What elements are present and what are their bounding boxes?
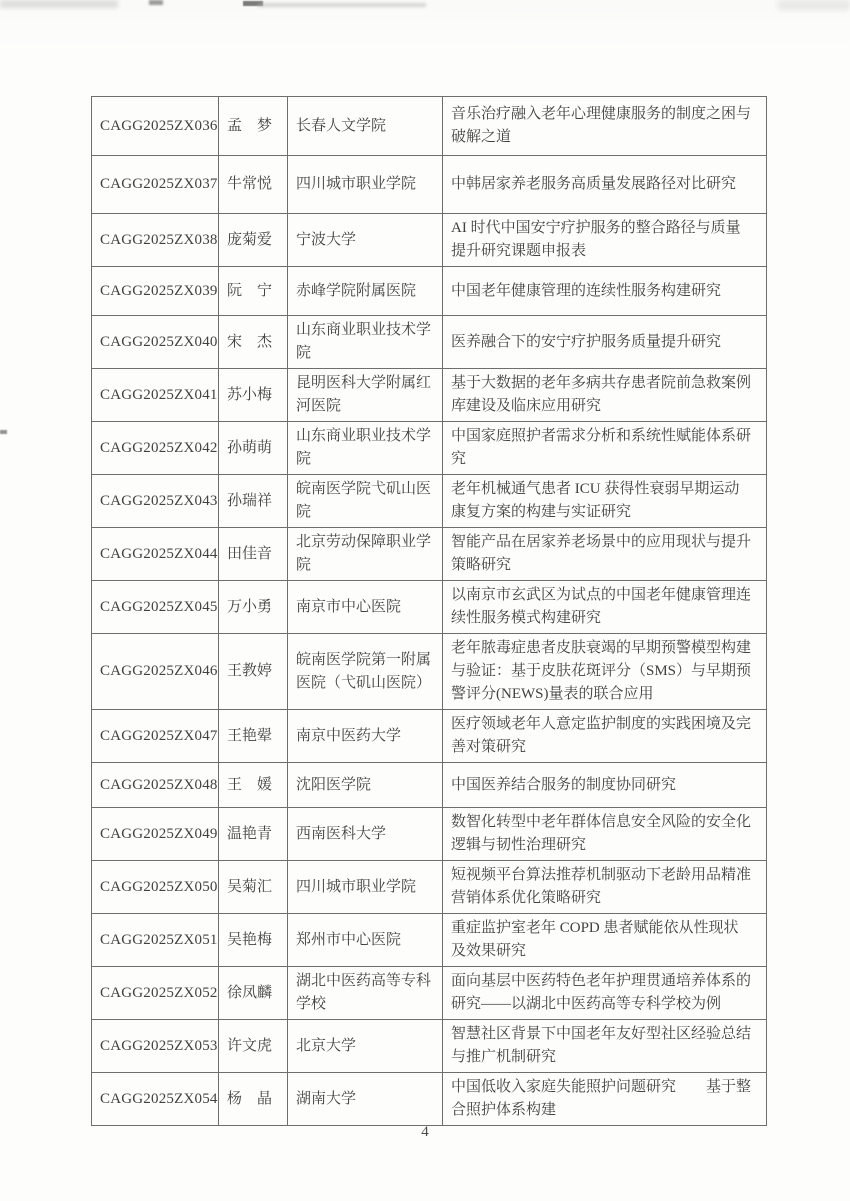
project-title-cell: 智能产品在居家养老场景中的应用现状与提升策略研究 bbox=[443, 528, 767, 581]
institution-cell: 山东商业职业技术学院 bbox=[288, 316, 443, 369]
institution-cell: 长春人文学院 bbox=[288, 97, 443, 156]
table-row bbox=[92, 156, 767, 214]
project-title-cell: 中国家庭照护者需求分析和系统性赋能体系研究 bbox=[443, 422, 767, 475]
table-row bbox=[92, 861, 767, 914]
project-id-cell: CAGG2025ZX041 bbox=[92, 369, 219, 422]
project-title-cell: 中国老年健康管理的连续性服务构建研究 bbox=[443, 267, 767, 316]
institution-cell: 郑州市中心医院 bbox=[288, 914, 443, 967]
scan-artifact bbox=[0, 430, 7, 434]
project-id-cell: CAGG2025ZX044 bbox=[92, 528, 219, 581]
project-title-cell: 以南京市玄武区为试点的中国老年健康管理连续性服务模式构建研究 bbox=[443, 581, 767, 634]
applicant-name-cell: 阮 宁 bbox=[219, 267, 288, 316]
table-row bbox=[92, 528, 767, 581]
table-row bbox=[92, 808, 767, 861]
table-row bbox=[92, 1020, 767, 1073]
applicant-name-cell: 王教婷 bbox=[219, 634, 288, 710]
applicant-name-cell: 吴菊汇 bbox=[219, 861, 288, 914]
project-id-cell: CAGG2025ZX047 bbox=[92, 710, 219, 763]
institution-cell: 北京劳动保障职业学院 bbox=[288, 528, 443, 581]
table-row bbox=[92, 763, 767, 808]
scan-artifact bbox=[243, 1, 263, 6]
institution-cell: 北京大学 bbox=[288, 1020, 443, 1073]
project-id-cell: CAGG2025ZX051 bbox=[92, 914, 219, 967]
project-id-cell: CAGG2025ZX043 bbox=[92, 475, 219, 528]
project-title-cell: 老年机械通气患者 ICU 获得性衰弱早期运动康复方案的构建与实证研究 bbox=[443, 475, 767, 528]
table-row bbox=[92, 475, 767, 528]
table-row bbox=[92, 267, 767, 316]
project-title-cell: 音乐治疗融入老年心理健康服务的制度之困与破解之道 bbox=[443, 97, 767, 156]
project-id-cell: CAGG2025ZX036 bbox=[92, 97, 219, 156]
applicant-name-cell: 万小勇 bbox=[219, 581, 288, 634]
project-id-cell: CAGG2025ZX038 bbox=[92, 214, 219, 267]
project-title-cell: AI 时代中国安宁疗护服务的整合路径与质量提升研究课题申报表 bbox=[443, 214, 767, 267]
project-id-cell: CAGG2025ZX049 bbox=[92, 808, 219, 861]
project-id-cell: CAGG2025ZX046 bbox=[92, 634, 219, 710]
table-row bbox=[92, 967, 767, 1020]
project-title-cell: 数智化转型中老年群体信息安全风险的安全化逻辑与韧性治理研究 bbox=[443, 808, 767, 861]
applicant-name-cell: 许文虎 bbox=[219, 1020, 288, 1073]
institution-cell: 皖南医学院第一附属医院（弋矶山医院） bbox=[288, 634, 443, 710]
project-id-cell: CAGG2025ZX054 bbox=[92, 1073, 219, 1126]
project-title-cell: 医养融合下的安宁疗护服务质量提升研究 bbox=[443, 316, 767, 369]
project-id-cell: CAGG2025ZX048 bbox=[92, 763, 219, 808]
applicant-name-cell: 孟 梦 bbox=[219, 97, 288, 156]
applicant-name-cell: 徐凤麟 bbox=[219, 967, 288, 1020]
project-title-cell: 医疗领域老年人意定监护制度的实践困境及完善对策研究 bbox=[443, 710, 767, 763]
institution-cell: 昆明医科大学附属红河医院 bbox=[288, 369, 443, 422]
institution-cell: 湖南大学 bbox=[288, 1073, 443, 1126]
project-id-cell: CAGG2025ZX040 bbox=[92, 316, 219, 369]
project-title-cell: 中国医养结合服务的制度协同研究 bbox=[443, 763, 767, 808]
institution-cell: 赤峰学院附属医院 bbox=[288, 267, 443, 316]
project-title-cell: 中国低收入家庭失能照护问题研究 基于整合照护体系构建 bbox=[443, 1073, 767, 1126]
project-id-cell: CAGG2025ZX045 bbox=[92, 581, 219, 634]
table-row bbox=[92, 422, 767, 475]
institution-cell: 山东商业职业技术学院 bbox=[288, 422, 443, 475]
project-id-cell: CAGG2025ZX042 bbox=[92, 422, 219, 475]
scan-artifact bbox=[0, 0, 118, 8]
project-id-cell: CAGG2025ZX037 bbox=[92, 156, 219, 214]
scan-artifact bbox=[778, 0, 850, 10]
applicant-name-cell: 杨 晶 bbox=[219, 1073, 288, 1126]
applicant-name-cell: 王艳翚 bbox=[219, 710, 288, 763]
project-id-cell: CAGG2025ZX050 bbox=[92, 861, 219, 914]
table-row bbox=[92, 97, 767, 156]
project-title-cell: 基于大数据的老年多病共存患者院前急救案例库建设及临床应用研究 bbox=[443, 369, 767, 422]
projects-table-body bbox=[92, 97, 767, 1126]
applicant-name-cell: 孙瑞祥 bbox=[219, 475, 288, 528]
institution-cell: 南京中医药大学 bbox=[288, 710, 443, 763]
table-row bbox=[92, 369, 767, 422]
applicant-name-cell: 牛常悦 bbox=[219, 156, 288, 214]
applicant-name-cell: 庞菊爱 bbox=[219, 214, 288, 267]
institution-cell: 南京市中心医院 bbox=[288, 581, 443, 634]
applicant-name-cell: 温艳青 bbox=[219, 808, 288, 861]
institution-cell: 皖南医学院弋矶山医院 bbox=[288, 475, 443, 528]
institution-cell: 沈阳医学院 bbox=[288, 763, 443, 808]
project-title-cell: 智慧社区背景下中国老年友好型社区经验总结与推广机制研究 bbox=[443, 1020, 767, 1073]
applicant-name-cell: 吴艳梅 bbox=[219, 914, 288, 967]
applicant-name-cell: 孙萌萌 bbox=[219, 422, 288, 475]
institution-cell: 西南医科大学 bbox=[288, 808, 443, 861]
project-id-cell: CAGG2025ZX053 bbox=[92, 1020, 219, 1073]
project-title-cell: 老年脓毒症患者皮肤衰竭的早期预警模型构建与验证：基于皮肤花斑评分（SMS）与早期预警评分(NEWS)量表的联合应用 bbox=[443, 634, 767, 710]
applicant-name-cell: 田佳音 bbox=[219, 528, 288, 581]
table-row bbox=[92, 634, 767, 710]
projects-table bbox=[91, 96, 767, 1126]
institution-cell: 湖北中医药高等专科学校 bbox=[288, 967, 443, 1020]
project-title-cell: 重症监护室老年 COPD 患者赋能依从性现状及效果研究 bbox=[443, 914, 767, 967]
project-title-cell: 中韩居家养老服务高质量发展路径对比研究 bbox=[443, 156, 767, 214]
institution-cell: 四川城市职业学院 bbox=[288, 156, 443, 214]
table-row bbox=[92, 914, 767, 967]
scan-artifact bbox=[149, 0, 163, 5]
institution-cell: 宁波大学 bbox=[288, 214, 443, 267]
table-row bbox=[92, 316, 767, 369]
applicant-name-cell: 宋 杰 bbox=[219, 316, 288, 369]
applicant-name-cell: 苏小梅 bbox=[219, 369, 288, 422]
institution-cell: 四川城市职业学院 bbox=[288, 861, 443, 914]
project-id-cell: CAGG2025ZX039 bbox=[92, 267, 219, 316]
project-id-cell: CAGG2025ZX052 bbox=[92, 967, 219, 1020]
table-row bbox=[92, 1073, 767, 1126]
applicant-name-cell: 王 媛 bbox=[219, 763, 288, 808]
project-title-cell: 短视频平台算法推荐机制驱动下老龄用品精准营销体系优化策略研究 bbox=[443, 861, 767, 914]
table-row bbox=[92, 581, 767, 634]
table-row bbox=[92, 710, 767, 763]
project-title-cell: 面向基层中医药特色老年护理贯通培养体系的研究——以湖北中医药高等专科学校为例 bbox=[443, 967, 767, 1020]
table-row bbox=[92, 214, 767, 267]
page-number: 4 bbox=[421, 1124, 429, 1140]
scan-artifact bbox=[258, 3, 426, 7]
